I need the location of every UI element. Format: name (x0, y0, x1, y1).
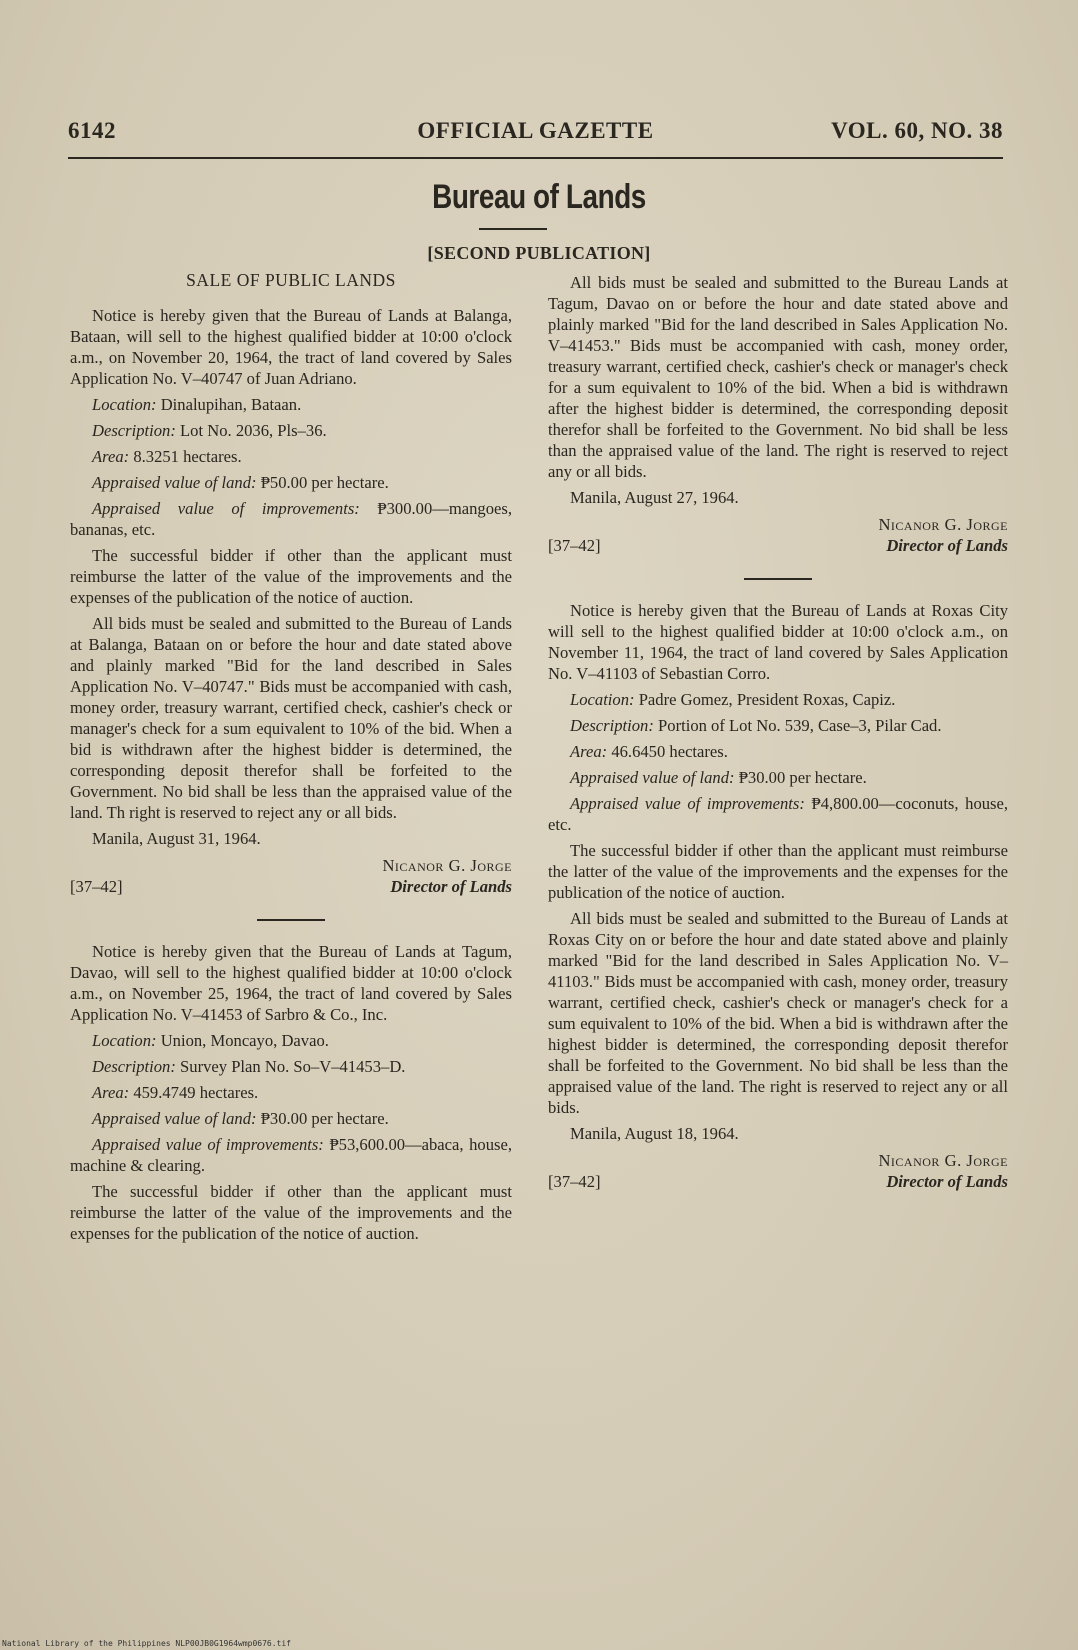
notice2-signature (548, 514, 1008, 556)
notice3-signer-title: Director of Lands (886, 1172, 1008, 1191)
notice1-intro: Notice is hereby given that the Bureau of Lands at Balanga, Bataan, will sell to the highest qualified bidder at 10:00 o'clock a.m., on November 20, 1964, the tract of land covered by Sales Application No. V–40747 of Juan Adriano. (70, 306, 512, 388)
left-column (70, 270, 512, 1249)
section-title: Bureau of Lands (432, 178, 646, 216)
publication-note: [SECOND PUBLICATION] (427, 243, 651, 263)
notice3-description-label: Description: (570, 716, 654, 735)
page-number: 6142 (68, 118, 116, 143)
notice1-improvements: ₱300.00—mangoes, bananas, etc. (70, 499, 512, 539)
title-divider (479, 228, 547, 230)
notice1-area: 8.3251 hectares. (133, 447, 242, 466)
notice3-intro: Notice is hereby given that the Bureau of Lands at Roxas City will sell to the highest qualified bidder at 10:00 o'clock a.m., on November 11, 1964, the tract of land covered by Sales Application No. V–41103 of Sebastian Corro. (548, 601, 1008, 683)
notice3-area-label: Area: (570, 742, 608, 761)
notice3-date: Manila, August 18, 1964. (570, 1124, 739, 1143)
notice2-area: 459.4749 hectares. (133, 1083, 259, 1102)
notice2-description: Survey Plan No. So–V–41453–D. (180, 1057, 406, 1076)
notice3-reimburse: The successful bidder if other than the applicant must reimburse the latter of the value of the improvements and the expenses for the publication of the notice of auction. (548, 841, 1008, 902)
notice3-improvements-label: Appraised value of improvements: (570, 794, 805, 813)
notice1-land-value: ₱50.00 per hectare. (260, 473, 389, 492)
notice1-description-label: Description: (92, 421, 176, 440)
notice3-bids: All bids must be sealed and submitted to the Bureau of Lands at Roxas City on or before the hour and date stated above and plainly marked "Bid for the land described in Sales Application No. V–41103." Bids must be accompanied with cash, money order, treasury warrant, certified check, cashier's check or manager's check for a sum equivalent to 10% of the bid. When a bid is withdrawn after the highest bidder is determined, the corresponding deposit therefor shall be forfeited to the Government. No bid shall be less than the appraised value of the land. The right is reserved to reject any or all bids. (548, 909, 1008, 1117)
notice2-improvements: ₱53,600.00—abaca, house, machine & clearing. (70, 1135, 512, 1175)
right-column (548, 272, 1008, 1192)
notice3-land-value-label: Appraised value of land: (570, 768, 735, 787)
volume-number: VOL. 60, NO. 38 (831, 118, 1003, 143)
notice1-location-label: Location: (92, 395, 157, 414)
notice1-description: Lot No. 2036, Pls–36. (180, 421, 327, 440)
notice3-code: [37–42] (548, 1172, 601, 1191)
notice2-bids: All bids must be sealed and submitted to the Bureau Lands at Tagum, Davao on or before the hour and date stated above and plainly marked "Bid for the land described in Sales Application No. V–41453." Bids must be accompanied with cash, money order, treasury warrant, certified check, cashier's check or manager's check for a sum equivalent to 10% of the bid. When a bid is withdrawn after the highest bidder is determined, the corresponding deposit therefor shall be forfeited to the Government. No bid shall be less than the appraised value of the land. The right is reserved to reject any or all bids. (548, 273, 1008, 481)
notice-divider (744, 578, 812, 580)
publication-name: OFFICIAL GAZETTE (417, 118, 654, 143)
notice-divider (257, 919, 325, 921)
notice3-area: 46.6450 hectares. (611, 742, 728, 761)
notice2-location-label: Location: (92, 1031, 157, 1050)
notice1-signature (70, 855, 512, 897)
notice3-description: Portion of Lot No. 539, Case–3, Pilar Cad. (658, 716, 942, 735)
notice2-improvements-label: Appraised value of improvements: (92, 1135, 324, 1154)
page-header (68, 118, 1003, 150)
notice2-land-value: ₱30.00 per hectare. (260, 1109, 389, 1128)
notice1-signer-title: Director of Lands (390, 877, 512, 896)
notice1-date: Manila, August 31, 1964. (92, 829, 261, 848)
section-heading: SALE OF PUBLIC LANDS (186, 270, 396, 290)
notice2-area-label: Area: (92, 1083, 130, 1102)
notice3-land-value: ₱30.00 per hectare. (738, 768, 867, 787)
notice1-area-label: Area: (92, 447, 130, 466)
notice2-intro: Notice is hereby given that the Bureau of Lands at Tagum, Davao, will sell to the highest qualified bidder at 10:00 o'clock a.m., on November 25, 1964, the tract of land covered by Sales Application No. V–41453 of Sarbro & Co., Inc. (70, 942, 512, 1024)
notice3-location: Padre Gomez, President Roxas, Capiz. (638, 690, 896, 709)
notice1-reimburse: The successful bidder if other than the applicant must reimburse the latter of the value of the improvements and the expenses of the publication of the notice of auction. (70, 546, 512, 607)
notice1-improvements-label: Appraised value of improvements: (92, 499, 360, 518)
notice3-signature (548, 1150, 1008, 1192)
notice3-improvements: ₱4,800.00—coconuts, house, etc. (548, 794, 1009, 834)
notice1-bids: All bids must be sealed and submitted to the Bureau of Lands at Balanga, Bataan on or before the hour and date stated above and plainly marked "Bid for the land described in Sales Application No. V–40747." Bids must be accompanied with cash, money order, treasury warrant, certified check, cashier's check or manager's check for a sum equivalent to 10% of the bid. When a bid is withdrawn after the highest bidder is determined, the corresponding deposit therefor shall be forfeited to the Government. No bid shall be less than the appraised value of the land. Th right is reserved to reject any or all bids. (70, 614, 512, 822)
header-rule (68, 157, 1003, 159)
notice3-location-label: Location: (570, 690, 635, 709)
notice2-date: Manila, August 27, 1964. (570, 488, 739, 507)
notice2-signer-title: Director of Lands (886, 536, 1008, 555)
notice2-description-label: Description: (92, 1057, 176, 1076)
notice1-location: Dinalupihan, Bataan. (160, 395, 302, 414)
notice2-signer: Nicanor G. Jorge (878, 515, 1008, 534)
notice3-signer: Nicanor G. Jorge (878, 1151, 1008, 1170)
notice2-land-value-label: Appraised value of land: (92, 1109, 257, 1128)
notice2-reimburse: The successful bidder if other than the applicant must reimburse the latter of the value of the improvements and the expenses for the publication of the notice of auction. (70, 1182, 512, 1243)
notice2-location: Union, Moncayo, Davao. (160, 1031, 329, 1050)
notice1-signer: Nicanor G. Jorge (382, 856, 512, 875)
notice2-code: [37–42] (548, 536, 601, 555)
scan-footer: National Library of the Philippines NLP00JB0G1964wmp0676.tif (2, 1639, 291, 1648)
notice1-code: [37–42] (70, 877, 123, 896)
notice1-land-value-label: Appraised value of land: (92, 473, 257, 492)
